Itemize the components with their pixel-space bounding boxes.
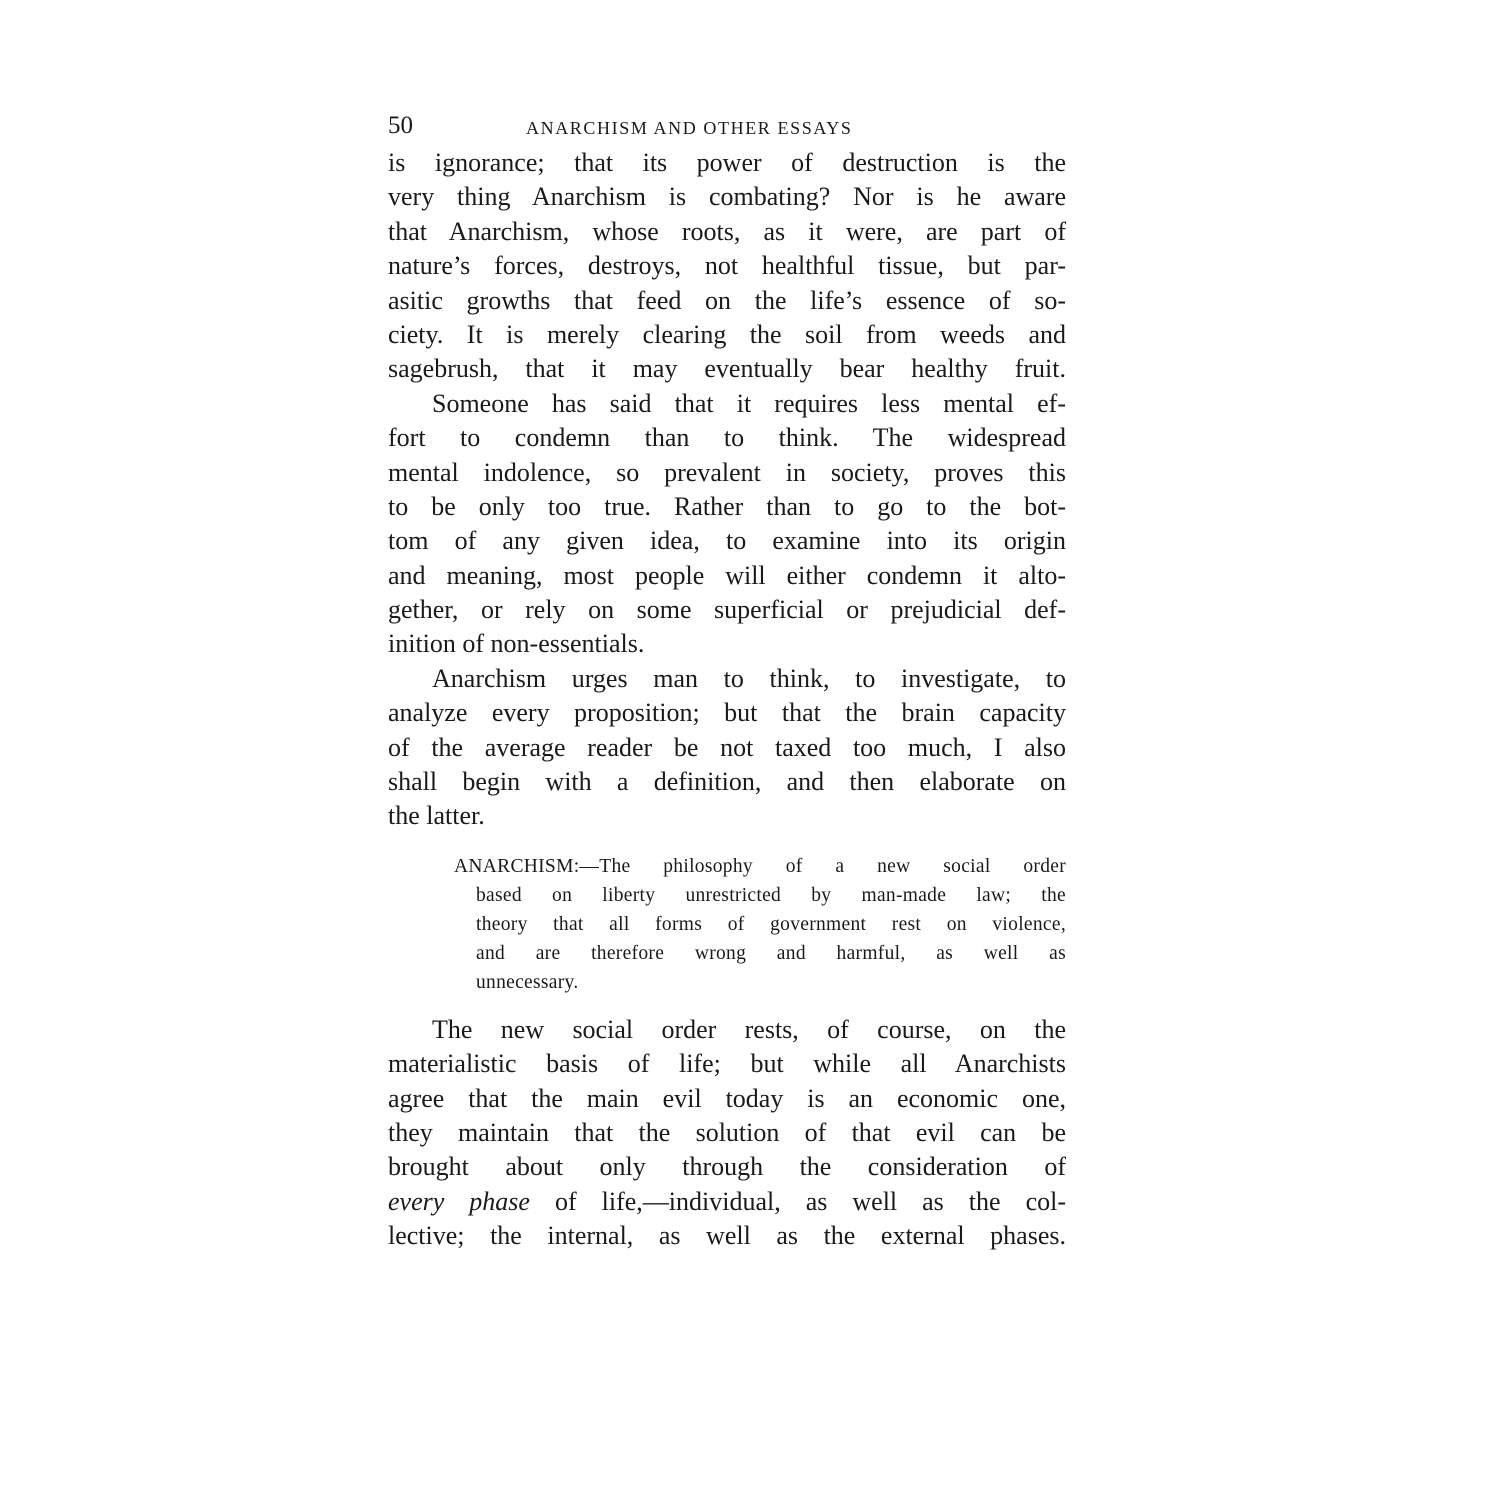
paragraph-1 — [388, 146, 1066, 387]
text-line: mental indolence, so prevalent in society, proves this — [388, 457, 1066, 487]
text-line: of the average reader be not taxed too much, I also — [388, 732, 1066, 762]
text-line: materialistic basis of life; but while all Anarchists — [388, 1049, 1066, 1079]
definition-line: theory that all forms of government rest on violence, — [476, 913, 1066, 935]
text-line: ciety. It is merely clearing the soil from weeds and — [388, 319, 1066, 349]
text-line: sagebrush, that it may eventually bear healthy fruit. — [388, 354, 1066, 384]
text-line-with-italic — [388, 1185, 1066, 1219]
running-title: ANARCHISM AND OTHER ESSAYS — [526, 118, 853, 138]
text-line: the latter. — [388, 801, 485, 831]
text-fragment: of life,—individual, as well as the col- — [529, 1186, 1066, 1216]
text-line: and meaning, most people will either condemn it alto- — [388, 560, 1066, 590]
text-line: lective; the internal, as well as the external phases. — [388, 1221, 1066, 1251]
text-line: shall begin with a definition, and then elaborate on — [388, 767, 1066, 797]
running-head — [388, 110, 1066, 146]
paragraph-4 — [388, 1013, 1066, 1254]
text-line: fort to condemn than to think. The widespread — [388, 423, 1066, 453]
paragraph-3 — [388, 662, 1066, 834]
text-line: inition of non-essentials. — [388, 629, 645, 659]
text-line: nature’s forces, destroys, not healthful tissue, but par- — [388, 251, 1066, 281]
text-line: they maintain that the solution of that evil can be — [388, 1117, 1066, 1147]
text-line: Someone has said that it requires less mental ef- — [432, 388, 1066, 418]
text-line: analyze every proposition; but that the brain capacity — [388, 698, 1066, 728]
text-line: to be only too true. Rather than to go to the bot- — [388, 491, 1066, 521]
text-line: very thing Anarchism is combating? Nor is he aware — [388, 182, 1066, 212]
paragraph-2 — [388, 387, 1066, 662]
text-line: The new social order rests, of course, on the — [432, 1014, 1066, 1044]
text-line: tom of any given idea, to examine into its origin — [388, 526, 1066, 556]
definition-line: ANARCHISM:—The philosophy of a new social order — [454, 855, 1066, 877]
definition-line: based on liberty unrestricted by man-made law; the — [476, 884, 1066, 906]
book-page — [388, 110, 1066, 1254]
text-line: is ignorance; that its power of destruction is the — [388, 148, 1066, 177]
italic-phrase: every phase — [388, 1186, 530, 1216]
text-line: Anarchism urges man to think, to investigate, to — [432, 663, 1066, 693]
text-line: gether, or rely on some superficial or prejudicial def- — [388, 595, 1066, 625]
definition-line: unnecessary. — [476, 971, 579, 993]
text-line: that Anarchism, whose roots, as it were, are part of — [388, 216, 1066, 246]
text-line: agree that the main evil today is an economic one, — [388, 1083, 1066, 1113]
definition-blockquote — [454, 852, 1066, 997]
text-line: brought about only through the consideration of — [388, 1152, 1066, 1182]
page-number: 50 — [388, 112, 413, 139]
definition-line: and are therefore wrong and harmful, as well as — [476, 942, 1066, 964]
text-line: asitic growths that feed on the life’s essence of so- — [388, 285, 1066, 315]
